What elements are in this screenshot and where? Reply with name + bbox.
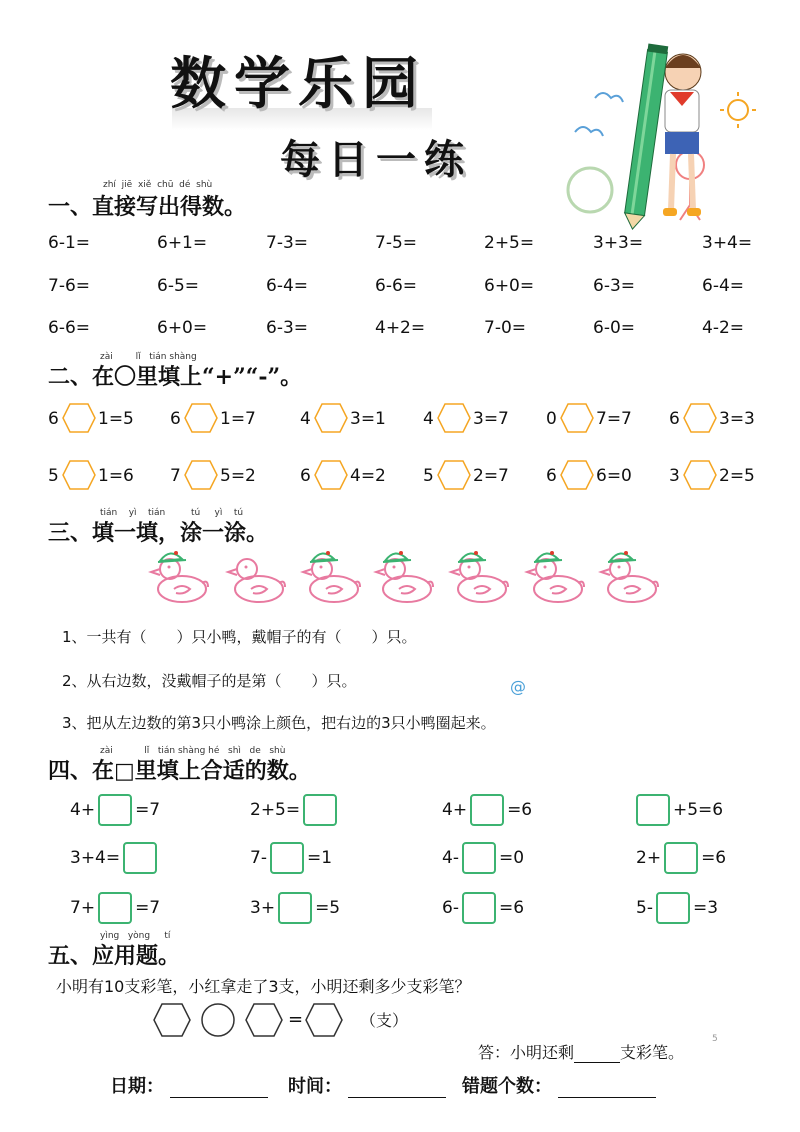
equation-left: 7+ [70, 898, 96, 918]
hexagon-blank[interactable] [314, 403, 348, 433]
calc-item: 7-0= [484, 318, 527, 338]
equation-right: =6 [498, 898, 525, 918]
time-blank[interactable] [348, 1079, 446, 1098]
equation-right: =0 [498, 848, 525, 868]
equation-left: 2+5= [250, 800, 301, 820]
answer-box[interactable] [636, 794, 670, 826]
hexagon-blank[interactable] [246, 1004, 282, 1036]
duck-no-hat[interactable] [225, 545, 287, 607]
hexagon-blank[interactable] [683, 460, 717, 490]
sign-item-right: 3=1 [350, 409, 386, 429]
sign-item-left: 6 [300, 466, 311, 486]
equation-right: =7 [135, 898, 161, 918]
sign-item-right: 3=7 [473, 409, 509, 429]
equation-right: =3 [692, 898, 719, 918]
equation-left: 5- [636, 898, 653, 918]
fill-equation [70, 794, 160, 826]
question-2: 2、从右边数，没戴帽子的是第（ ）只。 [62, 672, 357, 690]
calc-item: 7-6= [48, 276, 91, 296]
calc-item: 6-6= [48, 318, 91, 338]
hexagon-blank[interactable] [184, 460, 218, 490]
answer-box[interactable] [123, 842, 157, 874]
hexagon-blank[interactable] [314, 460, 348, 490]
calc-item: 6-6= [375, 276, 418, 296]
circle-blank[interactable] [202, 1004, 234, 1036]
equation-left: 3+4= [70, 848, 121, 868]
fill-equation [250, 892, 340, 924]
hexagon-blank[interactable] [683, 403, 717, 433]
errors-blank[interactable] [558, 1079, 656, 1098]
hexagon-blank[interactable] [62, 403, 96, 433]
pencil-icon [623, 44, 669, 230]
cloud-icon [575, 127, 603, 136]
duck-with-hat[interactable] [148, 545, 210, 607]
section-1-heading: 一、直接写出得数。 [48, 194, 247, 220]
calc-item: 6+0= [484, 276, 535, 296]
equation-right: =7 [135, 800, 161, 820]
equation-left: 3+ [250, 898, 276, 918]
calc-item: 6-0= [593, 318, 636, 338]
hexagon-blank[interactable] [184, 403, 218, 433]
sun-icon [720, 92, 756, 128]
sign-item-right: 2=5 [719, 466, 755, 486]
calc-item: 3+4= [702, 233, 753, 253]
word-problem: 小明有10支彩笔，小红拿走了3支，小明还剩多少支彩笔？ [56, 977, 471, 996]
s1-pinyin: zhí jiē xiě chū dé shù [103, 180, 213, 190]
duck-with-hat[interactable] [598, 545, 660, 607]
calc-item: 4-2= [702, 318, 745, 338]
fill-equation [442, 842, 524, 874]
answer-box[interactable] [462, 842, 496, 874]
calc-item: 2+5= [484, 233, 535, 253]
s2-pinyin: zài lǐ tián shàng [100, 352, 197, 362]
equation-right: +5=6 [673, 800, 724, 820]
date-blank[interactable] [170, 1079, 268, 1098]
fill-equation [636, 794, 726, 826]
answer-prefix: 答：小明还剩 [478, 1043, 575, 1062]
answer-box[interactable] [656, 892, 690, 924]
answer-box[interactable] [470, 794, 504, 826]
duck-with-hat[interactable] [524, 545, 586, 607]
date-field: 日期： [110, 1072, 268, 1098]
answer-suffix: 支彩笔。 [620, 1043, 685, 1062]
calc-item: 6+1= [157, 233, 208, 253]
fill-equation [636, 892, 718, 924]
sign-item-right: 1=6 [98, 466, 134, 486]
equation-right: =1 [306, 848, 333, 868]
sign-item-left: 6 [48, 409, 59, 429]
hexagon-blank[interactable] [437, 403, 471, 433]
duck-with-hat[interactable] [373, 545, 435, 607]
hat-icon [310, 551, 338, 562]
equation-left: 4+ [442, 800, 468, 820]
answer-blank[interactable] [574, 1046, 620, 1063]
sign-item-left: 5 [48, 466, 59, 486]
answer-box[interactable] [303, 794, 337, 826]
calc-item: 3+3= [593, 233, 644, 253]
fill-equation [70, 842, 160, 874]
hat-icon [383, 551, 411, 562]
section-5-heading: 五、应用题。 [48, 943, 181, 969]
calc-item: 6-4= [266, 276, 309, 296]
s4-pinyin: zài lǐ tián shàng hé shì de shù [100, 746, 286, 756]
hexagon-blank[interactable] [154, 1004, 190, 1036]
hat-icon [534, 551, 562, 562]
calc-item: 6-4= [702, 276, 745, 296]
sign-item-left: 6 [170, 409, 181, 429]
calc-item: 6-3= [593, 276, 636, 296]
hexagon-blank[interactable] [306, 1004, 342, 1036]
unit-label: （支） [360, 1011, 409, 1030]
equation-right: =6 [507, 800, 533, 820]
fill-equation [442, 892, 524, 924]
sign-item-left: 6 [669, 409, 680, 429]
page-number: 5 [712, 1034, 718, 1044]
sign-item-right: 3=3 [719, 409, 755, 429]
fill-equation [442, 794, 532, 826]
equation-right: =5 [315, 898, 341, 918]
sign-item-right: 6=0 [596, 466, 632, 486]
s3-pinyin: tián yì tián tú yì tú [100, 508, 244, 518]
question-1: 1、一共有（ ）只小鸭，戴帽子的有（ ）只。 [62, 628, 417, 646]
equation-shapes [152, 1002, 347, 1038]
hat-icon [158, 551, 186, 562]
page-subtitle: 每日一练 [280, 136, 472, 183]
fill-equation [250, 842, 332, 874]
calc-item: 4+2= [375, 318, 426, 338]
answer-box[interactable] [278, 892, 312, 924]
hexagon-blank[interactable] [62, 460, 96, 490]
sign-item-left: 6 [546, 466, 557, 486]
sign-item-left: 3 [669, 466, 680, 486]
page-title: 数学乐园 [170, 51, 426, 117]
sign-item-left: 0 [546, 409, 557, 429]
s5-pinyin: yìng yòng tí [100, 931, 171, 941]
sign-item-right: 7=7 [596, 409, 632, 429]
fill-equation [636, 842, 726, 874]
sign-item-right: 2=7 [473, 466, 509, 486]
calc-item: 6-5= [157, 276, 200, 296]
equation-left: 4+ [70, 800, 96, 820]
hat-icon [608, 551, 636, 562]
sign-item-left: 5 [423, 466, 434, 486]
duck-with-hat[interactable] [448, 545, 510, 607]
hexagon-blank[interactable] [437, 460, 471, 490]
sign-item-left: 4 [300, 409, 311, 429]
section-2-heading: 二、在〇里填上“+”“-”。 [48, 364, 303, 390]
boy-pencil-illustration [555, 40, 765, 230]
equation-left: 7- [250, 848, 267, 868]
calc-item: 7-3= [266, 233, 309, 253]
equation-right: =6 [701, 848, 727, 868]
swirl-mark: @ [510, 677, 526, 696]
answer-line [478, 1040, 684, 1063]
answer-box[interactable] [98, 794, 132, 826]
question-3: 3、把从左边数的第3只小鸭涂上颜色，把右边的3只小鸭圈起来。 [62, 714, 496, 732]
calc-item: 6-3= [266, 318, 309, 338]
fill-equation [250, 794, 340, 826]
equals-sign: = [288, 1009, 304, 1030]
sign-item-right: 5=2 [220, 466, 256, 486]
equation-left: 6- [442, 898, 459, 918]
calc-item: 6+0= [157, 318, 208, 338]
answer-box[interactable] [98, 892, 132, 924]
time-field: 时间： [288, 1072, 446, 1098]
section-4-heading: 四、在□里填上合适的数。 [48, 758, 311, 784]
answer-box[interactable] [664, 842, 698, 874]
hexagon-blank[interactable] [560, 403, 594, 433]
equation-left: 2+ [636, 848, 662, 868]
hexagon-blank[interactable] [560, 460, 594, 490]
errors-field: 错题个数： [462, 1072, 656, 1098]
answer-box[interactable] [462, 892, 496, 924]
section-3-heading: 三、填一填，涂一涂。 [48, 520, 269, 546]
sign-item-left: 7 [170, 466, 181, 486]
sign-item-right: 4=2 [350, 466, 386, 486]
hat-icon [458, 551, 486, 562]
fill-equation [70, 892, 160, 924]
sign-item-right: 1=7 [220, 409, 256, 429]
duck-with-hat[interactable] [300, 545, 362, 607]
answer-box[interactable] [270, 842, 304, 874]
equation-left: 4- [442, 848, 459, 868]
calc-item: 7-5= [375, 233, 418, 253]
calc-item: 6-1= [48, 233, 91, 253]
bear-doodle [568, 168, 612, 212]
sign-item-left: 4 [423, 409, 434, 429]
sign-item-right: 1=5 [98, 409, 134, 429]
